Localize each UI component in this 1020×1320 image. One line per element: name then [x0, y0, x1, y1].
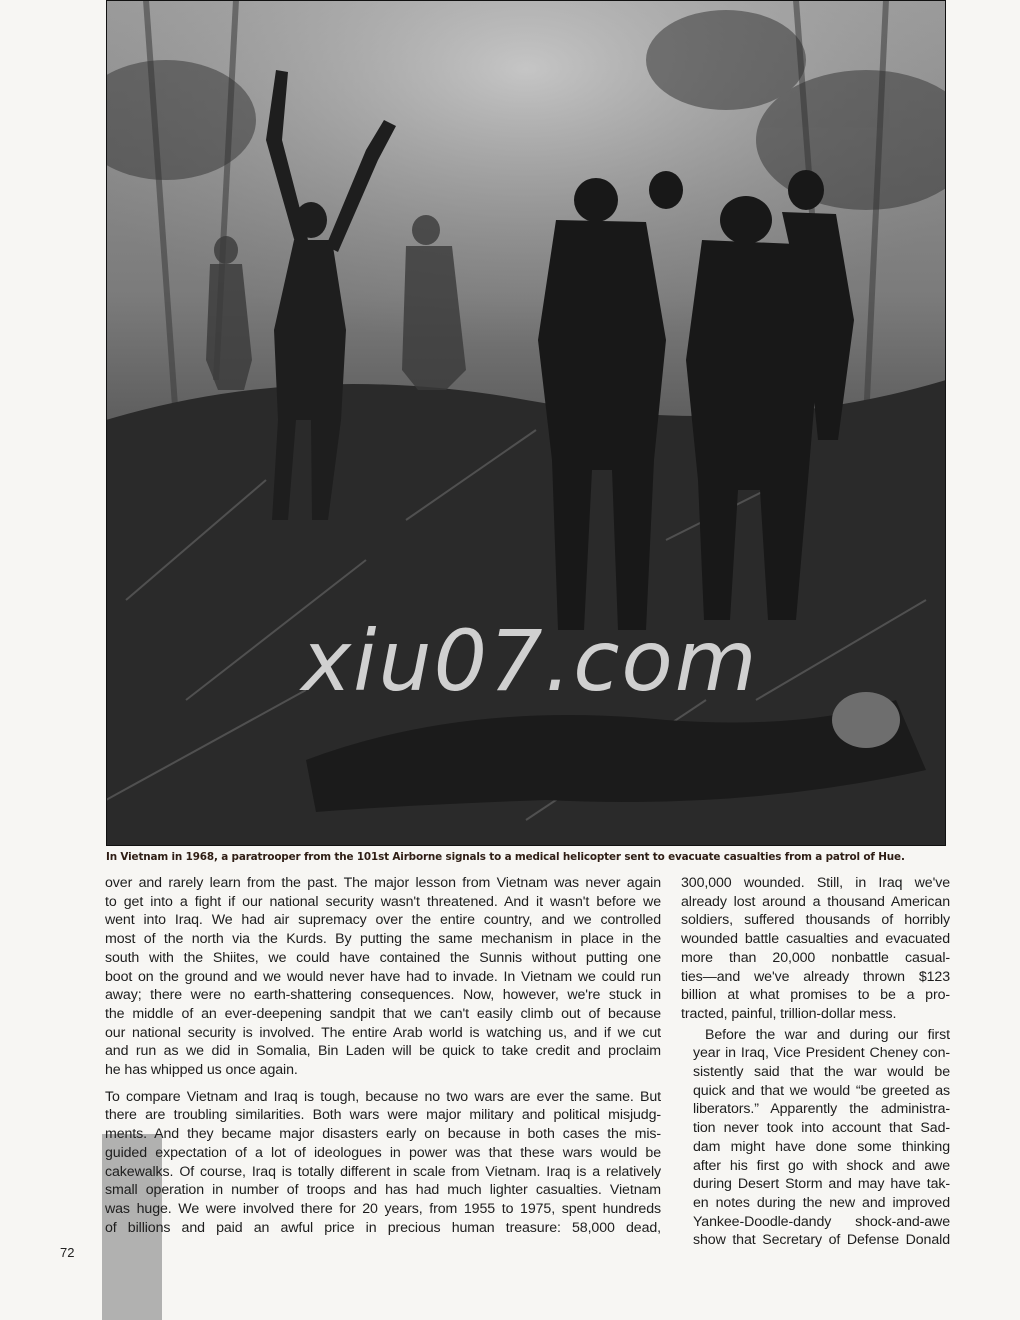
text-line: year in Iraq, Vice President Cheney con-	[693, 1045, 950, 1062]
text-line: small operation in number of troops and has had much lighter casualties. Vietnam	[105, 1182, 661, 1199]
text-line: ments. And they became major disasters early on because in both cases the mis-	[105, 1126, 661, 1143]
text-line: Before the war and during our first	[705, 1026, 950, 1043]
text-line: to get into a fight if our national security wasn't threatened. And it wasn't before we	[105, 893, 661, 910]
text-line: and run as we did in Somalia, Bin Laden will be quick to take credit and proclaim	[105, 1043, 661, 1060]
text-line: our national security is involved. The entire Arab world is watching us, and if we cut	[105, 1024, 661, 1041]
text-line: billion at what promises to be a pro-	[681, 987, 950, 1004]
text-line: soldiers, suffered thousands of horribly	[681, 912, 950, 929]
text-line: of billions and paid an awful price in precious human treasure: 58,000 dead,	[105, 1219, 661, 1236]
page-number: 72	[60, 1245, 75, 1260]
text-line: show that Secretary of Defense Donald	[693, 1232, 950, 1249]
main-paragraph-2	[105, 1088, 661, 1238]
text-line: cakewalks. Of course, Iraq is totally different in scale from Vietnam. Iraq is a relatively	[105, 1163, 661, 1180]
text-line: most of the north via the Kurds. By putting the same mechanism in place in the	[105, 931, 661, 948]
text-line: dam might have done some thinking	[693, 1138, 950, 1155]
text-line: quick and that we would “be greeted as	[693, 1082, 950, 1099]
text-line: Yankee-Doodle-dandy shock-and-awe	[693, 1213, 950, 1230]
text-line: liberators.” Apparently the administra-	[693, 1101, 950, 1118]
text-line: after his first go with shock and awe	[693, 1157, 950, 1174]
text-line: went into Iraq. We had air supremacy over the entire country, and we controlled	[105, 912, 661, 929]
text-line: away; there were no earth-shattering consequences. Now, however, we're stuck in	[105, 987, 661, 1004]
side-column	[681, 874, 950, 1250]
text-line: tion never took into account that Sad-	[693, 1120, 950, 1137]
text-line: sistently said that the war would be	[693, 1064, 950, 1081]
text-line: was huge. We were involved there for 20 years, from 1955 to 1975, spent hundreds	[105, 1200, 661, 1217]
text-line: tracted, painful, trillion-dollar mess.	[681, 1005, 897, 1022]
text-line: there are troubling similarities. Both wars were major military and political misjudg-	[105, 1107, 661, 1124]
text-line: ties—and we've already thrown $123	[681, 968, 950, 985]
text-line: guided expectation of a lot of ideologues in power was that these wars would be	[105, 1144, 661, 1161]
text-line: more than 20,000 nonbattle casual-	[681, 949, 950, 966]
text-line: boot on the ground and we would never have had to invade. In Vietnam we could run	[105, 968, 661, 985]
vietnam-photo	[106, 0, 946, 846]
main-paragraph-1	[105, 874, 661, 1080]
main-column	[105, 874, 661, 1237]
text-line: en notes during the new and improved	[693, 1194, 950, 1211]
text-line: during Desert Storm and may have tak-	[693, 1176, 950, 1193]
text-line: the middle of an ever-deepening sandpit that we can't easily climb out of because	[105, 1005, 661, 1022]
text-line: over and rarely learn from the past. The major lesson from Vietnam was never again	[105, 875, 661, 891]
text-line: wounded battle casualties and evacuated	[681, 931, 950, 948]
watermark-text: xiu07.com	[301, 612, 759, 710]
photo-caption: In Vietnam in 1968, a paratrooper from the 101st Airborne signals to a medical helicopter sent to evacuate casualties from a patrol of Hue.	[106, 851, 905, 863]
side-paragraph-2	[681, 1026, 950, 1250]
text-line: already lost around a thousand American	[681, 893, 950, 910]
text-line: south with the Shiites, we could have contained the Sunnis without putting one	[105, 949, 661, 966]
text-line: 300,000 wounded. Still, in Iraq we've	[681, 875, 950, 891]
text-line: To compare Vietnam and Iraq is tough, because no two wars are ever the same. But	[105, 1088, 661, 1105]
side-paragraph-1	[681, 874, 950, 1024]
photo-vietnam-paratroopers-icon	[106, 0, 946, 846]
text-line: he has whipped us once again.	[105, 1062, 298, 1079]
